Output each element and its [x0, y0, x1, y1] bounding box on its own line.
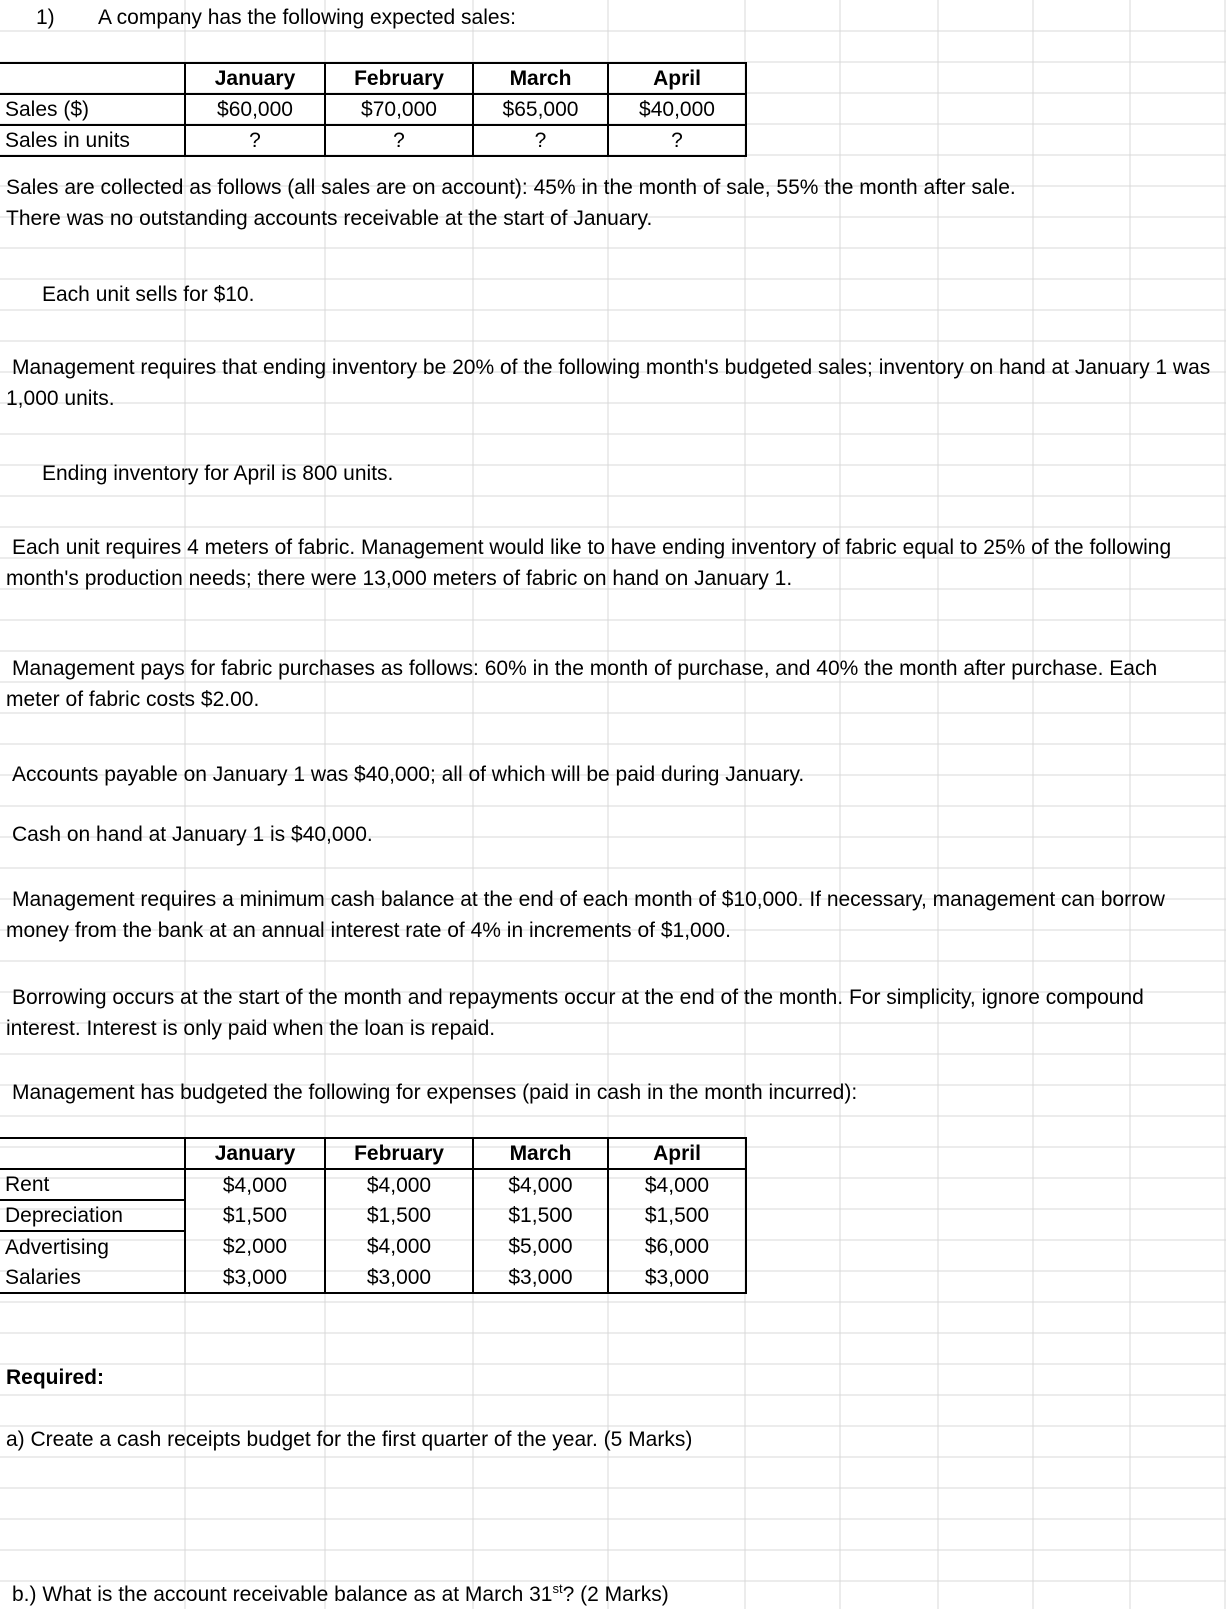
expenses-header-row	[0, 1138, 746, 1169]
cell-value: ?	[185, 125, 325, 156]
cell-value: $1,500	[325, 1200, 473, 1231]
cell-value: $70,000	[325, 94, 473, 125]
row-label: Advertising	[5, 1235, 109, 1259]
cell-value: $2,000	[185, 1231, 325, 1262]
cell-value: $6,000	[608, 1231, 746, 1262]
sales-units-row	[0, 125, 746, 156]
no-ar-text: There was no outstanding accounts receivable at the start of January.	[6, 207, 653, 230]
fabric-text: Each unit requires 4 meters of fabric. Management would like to have ending inventory of fabric equal to 25% of the following month's production needs; there were 13,000 meters of fabric on hand on January 1.	[6, 536, 1172, 590]
cash-on-hand-text: Cash on hand at January 1 is $40,000.	[12, 823, 373, 846]
collections-text: Sales are collected as follows (all sales are on account): 45% in the month of sale, 55% the month after sale.	[6, 176, 1016, 199]
col-march: March	[473, 1138, 608, 1169]
cell-value: $5,000	[473, 1231, 608, 1262]
unit-price-text: Each unit sells for $10.	[42, 283, 255, 306]
row-label: Depreciation	[0, 1200, 185, 1231]
min-cash-text: Management requires a minimum cash balance at the end of each month of $10,000. If necessary, management can borrow money from the bank at an annual interest rate of 4% in increments of $1,000.	[6, 888, 1165, 942]
accounts-payable-text: Accounts payable on January 1 was $40,000; all of which will be paid during January.	[12, 763, 805, 786]
col-january: January	[185, 1138, 325, 1169]
part-b-text	[12, 1583, 669, 1607]
header-blank-cell	[0, 63, 185, 94]
cell-value: $4,000	[325, 1169, 473, 1200]
intro-text: A company has the following expected sales:	[98, 6, 516, 29]
required-heading: Required:	[6, 1366, 105, 1389]
part-b-prefix: b.) What is the account receivable balance as at March 31	[12, 1583, 553, 1606]
cell-value: ?	[608, 125, 746, 156]
cell-value: $3,000	[325, 1262, 473, 1293]
sales-table	[0, 62, 747, 157]
header-blank-cell	[0, 1138, 185, 1169]
cell-value: $4,000	[608, 1169, 746, 1200]
sales-header-row	[0, 63, 746, 94]
col-february: February	[325, 63, 473, 94]
cell-value: $3,000	[473, 1262, 608, 1293]
part-a-text: a) Create a cash receipts budget for the first quarter of the year. (5 Marks)	[6, 1428, 693, 1451]
col-april: April	[608, 63, 746, 94]
cell-value: $4,000	[473, 1169, 608, 1200]
cell-value: ?	[325, 125, 473, 156]
cell-value: $1,500	[185, 1200, 325, 1231]
col-april: April	[608, 1138, 746, 1169]
advertising-row	[0, 1231, 746, 1262]
row-label: Sales in units	[0, 125, 185, 156]
cell-value: $60,000	[185, 94, 325, 125]
salaries-row	[0, 1262, 746, 1293]
cell-value: $1,500	[473, 1200, 608, 1231]
col-march: March	[473, 63, 608, 94]
cell-value: $40,000	[608, 94, 746, 125]
borrowing-text: Borrowing occurs at the start of the month and repayments occur at the end of the month. For simplicity, ignore compound interest. Interest is only paid when the loan is repaid.	[6, 986, 1144, 1040]
expenses-intro-text: Management has budgeted the following for expenses (paid in cash in the month incurred):	[12, 1081, 858, 1104]
row-label: Rent	[0, 1169, 185, 1200]
april-inventory-text: Ending inventory for April is 800 units.	[42, 462, 394, 485]
cell-value: ?	[473, 125, 608, 156]
part-b-suffix: ? (2 Marks)	[562, 1583, 669, 1606]
inventory-policy-text: Management requires that ending inventory be 20% of the following month's budgeted sales; inventory on hand at January 1 was 1,000 units.	[6, 356, 1211, 410]
fabric-payment-text: Management pays for fabric purchases as follows: 60% in the month of purchase, and 40% the month after purchase. Each meter of fabric costs $2.00.	[6, 657, 1158, 711]
row-label: Salaries	[0, 1262, 185, 1293]
col-january: January	[185, 63, 325, 94]
question-number: 1)	[36, 6, 55, 29]
sales-row	[0, 94, 746, 125]
part-b-superscript: st	[552, 1581, 563, 1596]
cell-value: $4,000	[185, 1169, 325, 1200]
row-label: Sales ($)	[5, 98, 90, 121]
cell-value: $3,000	[608, 1262, 746, 1293]
expenses-table	[0, 1137, 747, 1294]
rent-row	[0, 1169, 746, 1200]
cell-value: $4,000	[325, 1231, 473, 1262]
cell-value: $1,500	[608, 1200, 746, 1231]
depreciation-row	[0, 1200, 746, 1231]
cell-value: $3,000	[185, 1262, 325, 1293]
cell-value: $65,000	[473, 94, 608, 125]
col-february: February	[325, 1138, 473, 1169]
